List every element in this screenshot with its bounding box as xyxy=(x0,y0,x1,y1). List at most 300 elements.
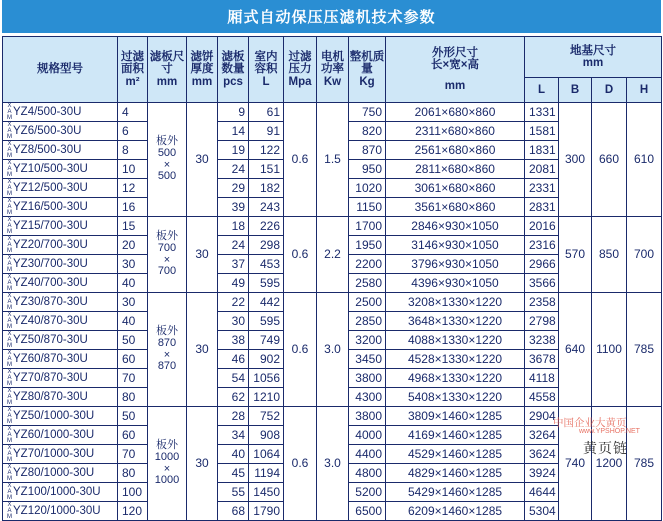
cell-weight: 5200 xyxy=(349,483,386,502)
watermark-text: 中国企业大黄页 xyxy=(553,417,627,429)
model-name: YZ60/870-30U xyxy=(13,353,88,366)
cell-dimensions: 4968×1330×1220 xyxy=(386,369,525,388)
model-prefix-letter: A xyxy=(7,337,12,343)
cell-foundation-L: 1831 xyxy=(525,141,559,160)
model-name: YZ50/1000-30U xyxy=(13,410,95,423)
cell-cake-thickness: 30 xyxy=(187,293,218,407)
cell-dimensions: 2061×680×860 xyxy=(386,103,525,122)
model-prefix-letter: A xyxy=(7,166,12,172)
cell-foundation-B: 740 xyxy=(559,407,592,521)
model-prefix-letter: A xyxy=(7,109,12,115)
cell-foundation-L: 1331 xyxy=(525,103,559,122)
model-prefix-letter: X xyxy=(7,483,12,489)
cell-filter-area: 80 xyxy=(118,388,148,407)
model-prefix-letter: M xyxy=(7,381,12,387)
cell-plate-count: 18 xyxy=(218,217,249,236)
cell-chamber-volume: 182 xyxy=(249,179,284,198)
plate-size-line: 500 xyxy=(157,146,177,159)
model-prefix-letter: A xyxy=(7,128,12,134)
cell-weight: 4800 xyxy=(349,464,386,483)
model-prefix-letter: X xyxy=(7,445,12,451)
cell-weight: 750 xyxy=(349,103,386,122)
cell-plate-count: 22 xyxy=(218,293,249,312)
model-prefix-letter: A xyxy=(7,432,12,438)
cell-dimensions: 2311×680×860 xyxy=(386,122,525,141)
cell-weight: 1150 xyxy=(349,198,386,217)
plate-size-line: 1000 xyxy=(154,450,180,463)
cell-plate-size xyxy=(148,293,187,407)
cell-model xyxy=(3,426,118,445)
cell-motor-power: 2.2 xyxy=(317,217,349,293)
cell-foundation-L: 3678 xyxy=(525,350,559,369)
model-prefix-letter: A xyxy=(7,280,12,286)
model-prefix xyxy=(6,141,13,159)
model-prefix-letter: A xyxy=(7,185,12,191)
cell-foundation-D: 1100 xyxy=(592,293,627,407)
model-prefix-letter: X xyxy=(7,198,12,204)
cell-chamber-volume: 1194 xyxy=(249,464,284,483)
cell-plate-count: 55 xyxy=(218,483,249,502)
plate-size-line: × xyxy=(163,253,171,266)
cell-foundation-L: 2358 xyxy=(525,293,559,312)
cell-foundation-B: 640 xyxy=(559,293,592,407)
plate-size-line: 板外 xyxy=(156,439,178,452)
model-prefix-letter: M xyxy=(7,438,12,444)
cell-chamber-volume: 243 xyxy=(249,198,284,217)
model-prefix-letter: M xyxy=(7,324,12,330)
cell-plate-count: 9 xyxy=(218,103,249,122)
model-name: YZ100/1000-30U xyxy=(13,486,101,499)
cell-motor-power: 3.0 xyxy=(317,293,349,407)
model-prefix-letter: M xyxy=(7,286,12,292)
cell-chamber-volume: 749 xyxy=(249,331,284,350)
cell-filter-area: 15 xyxy=(118,217,148,236)
plate-size-line: 1000 xyxy=(154,474,180,487)
cell-filter-area: 16 xyxy=(118,198,148,217)
header-weight: 整机质量 Kg xyxy=(349,37,386,103)
model-prefix xyxy=(6,160,13,178)
cell-chamber-volume: 122 xyxy=(249,141,284,160)
cell-filter-area: 40 xyxy=(118,274,148,293)
model-prefix xyxy=(6,369,13,387)
model-prefix xyxy=(6,426,13,444)
cell-filter-pressure: 0.6 xyxy=(284,217,317,293)
model-prefix-letter: X xyxy=(7,369,12,375)
cell-foundation-L: 2081 xyxy=(525,160,559,179)
cell-filter-pressure: 0.6 xyxy=(284,103,317,217)
cell-chamber-volume: 61 xyxy=(249,103,284,122)
cell-plate-count: 24 xyxy=(218,160,249,179)
cell-cake-thickness: 30 xyxy=(187,217,218,293)
cell-plate-count: 28 xyxy=(218,407,249,426)
cell-weight: 2850 xyxy=(349,312,386,331)
cell-foundation-L: 3264 xyxy=(525,426,559,445)
cell-model xyxy=(3,160,118,179)
model-prefix-letter: X xyxy=(7,122,12,128)
cell-filter-area: 30 xyxy=(118,255,148,274)
cell-plate-size xyxy=(148,103,187,217)
cell-dimensions: 3796×930×1050 xyxy=(386,255,525,274)
cell-motor-power: 1.5 xyxy=(317,103,349,217)
cell-foundation-D: 1200 xyxy=(592,407,627,521)
model-prefix-letter: X xyxy=(7,331,12,337)
cell-chamber-volume: 595 xyxy=(249,274,284,293)
header-chamber-volume: 室内容积 L xyxy=(249,37,284,103)
model-prefix-letter: M xyxy=(7,115,12,121)
model-prefix-letter: M xyxy=(7,514,12,520)
model-name: YZ80/1000-30U xyxy=(13,467,95,480)
cell-filter-area: 50 xyxy=(118,331,148,350)
model-prefix-letter: X xyxy=(7,350,12,356)
model-prefix-letter: A xyxy=(7,223,12,229)
cell-filter-area: 60 xyxy=(118,426,148,445)
model-prefix-letter: X xyxy=(7,236,12,242)
cell-weight: 2580 xyxy=(349,274,386,293)
model-prefix-letter: X xyxy=(7,274,12,280)
cell-model xyxy=(3,331,118,350)
cell-plate-count: 54 xyxy=(218,369,249,388)
header-filter-area: 过滤面积 m² xyxy=(118,37,148,103)
model-name: YZ80/870-30U xyxy=(13,391,88,404)
cell-foundation-L: 5304 xyxy=(525,502,559,521)
cell-model xyxy=(3,369,118,388)
cell-plate-count: 39 xyxy=(218,198,249,217)
model-prefix-letter: X xyxy=(7,255,12,261)
model-prefix-letter: M xyxy=(7,229,12,235)
cell-foundation-D: 850 xyxy=(592,217,627,293)
cell-weight: 3200 xyxy=(349,331,386,350)
cell-foundation-H: 700 xyxy=(627,217,662,293)
cell-weight: 6500 xyxy=(349,502,386,521)
model-prefix-letter: X xyxy=(7,426,12,432)
cell-model xyxy=(3,483,118,502)
cell-foundation-D: 660 xyxy=(592,103,627,217)
cell-foundation-L: 2798 xyxy=(525,312,559,331)
cell-plate-count: 14 xyxy=(218,122,249,141)
model-prefix-letter: A xyxy=(7,147,12,153)
model-name: YZ70/870-30U xyxy=(13,372,88,385)
model-prefix xyxy=(6,274,13,292)
model-prefix-letter: A xyxy=(7,299,12,305)
model-name: YZ70/1000-30U xyxy=(13,448,95,461)
model-prefix-letter: X xyxy=(7,293,12,299)
plate-size-line: × xyxy=(163,462,171,475)
cell-dimensions: 4396×930×1050 xyxy=(386,274,525,293)
cell-dimensions: 5429×1460×1285 xyxy=(386,483,525,502)
cell-plate-count: 30 xyxy=(218,312,249,331)
cell-foundation-L: 4644 xyxy=(525,483,559,502)
model-name: YZ40/870-30U xyxy=(13,315,88,328)
cell-filter-area: 4 xyxy=(118,103,148,122)
model-prefix-letter: M xyxy=(7,419,12,425)
watermark-url: www.YPSHOP.NET xyxy=(579,428,640,435)
cell-dimensions: 2561×680×860 xyxy=(386,141,525,160)
cell-chamber-volume: 902 xyxy=(249,350,284,369)
cell-plate-count: 46 xyxy=(218,350,249,369)
cell-foundation-B: 300 xyxy=(559,103,592,217)
model-prefix xyxy=(6,350,13,368)
cell-chamber-volume: 151 xyxy=(249,160,284,179)
cell-model xyxy=(3,293,118,312)
cell-chamber-volume: 91 xyxy=(249,122,284,141)
cell-model xyxy=(3,350,118,369)
cell-filter-area: 120 xyxy=(118,502,148,521)
cell-plate-size xyxy=(148,407,187,521)
cell-chamber-volume: 442 xyxy=(249,293,284,312)
model-prefix xyxy=(6,464,13,482)
cell-plate-count: 37 xyxy=(218,255,249,274)
model-prefix-letter: X xyxy=(7,141,12,147)
model-prefix-letter: M xyxy=(7,172,12,178)
cell-plate-count: 45 xyxy=(218,464,249,483)
model-prefix xyxy=(6,179,13,197)
cell-model xyxy=(3,312,118,331)
model-prefix-letter: M xyxy=(7,248,12,254)
cell-chamber-volume: 1064 xyxy=(249,445,284,464)
model-name: YZ30/870-30U xyxy=(13,296,88,309)
cell-chamber-volume: 453 xyxy=(249,255,284,274)
model-prefix-letter: X xyxy=(7,312,12,318)
model-prefix xyxy=(6,255,13,273)
cell-chamber-volume: 752 xyxy=(249,407,284,426)
plate-size-line: 870 xyxy=(157,360,177,373)
cell-foundation-L: 1581 xyxy=(525,122,559,141)
cell-plate-count: 34 xyxy=(218,426,249,445)
cell-foundation-B: 570 xyxy=(559,217,592,293)
cell-foundation-L: 3624 xyxy=(525,445,559,464)
cell-model xyxy=(3,198,118,217)
model-name: YZ8/500-30U xyxy=(13,144,82,157)
cell-weight: 1950 xyxy=(349,236,386,255)
model-prefix xyxy=(6,198,13,216)
cell-filter-area: 30 xyxy=(118,293,148,312)
cell-plate-count: 29 xyxy=(218,179,249,198)
model-prefix-letter: X xyxy=(7,179,12,185)
cell-filter-area: 50 xyxy=(118,407,148,426)
cell-foundation-L: 4558 xyxy=(525,388,559,407)
header-L: L xyxy=(525,78,559,103)
model-prefix-letter: M xyxy=(7,134,12,140)
cell-cake-thickness: 30 xyxy=(187,407,218,521)
cell-weight: 3800 xyxy=(349,369,386,388)
cell-foundation-H: 785 xyxy=(627,293,662,407)
cell-model xyxy=(3,217,118,236)
cell-dimensions: 3208×1330×1220 xyxy=(386,293,525,312)
model-prefix xyxy=(6,331,13,349)
model-prefix xyxy=(6,236,13,254)
model-prefix xyxy=(6,388,13,406)
model-prefix xyxy=(6,483,13,501)
model-prefix-letter: A xyxy=(7,451,12,457)
cell-foundation-L: 2316 xyxy=(525,236,559,255)
cell-model xyxy=(3,179,118,198)
model-prefix-letter: M xyxy=(7,495,12,501)
cell-dimensions: 3648×1330×1220 xyxy=(386,312,525,331)
cell-weight: 3450 xyxy=(349,350,386,369)
header-plate-count: 滤板数量 pcs xyxy=(218,37,249,103)
model-name: YZ4/500-30U xyxy=(13,106,82,119)
model-prefix xyxy=(6,445,13,463)
cell-foundation-L: 2016 xyxy=(525,217,559,236)
model-name: YZ10/500-30U xyxy=(13,163,88,176)
model-prefix-letter: A xyxy=(7,489,12,495)
header-foundation: 地基尺寸 mm xyxy=(525,37,662,78)
model-prefix-letter: M xyxy=(7,191,12,197)
plate-size-line: × xyxy=(163,158,171,171)
model-prefix-letter: X xyxy=(7,502,12,508)
model-prefix xyxy=(6,217,13,235)
model-prefix-letter: M xyxy=(7,343,12,349)
model-prefix-letter: M xyxy=(7,153,12,159)
model-prefix-letter: A xyxy=(7,261,12,267)
model-prefix-letter: A xyxy=(7,394,12,400)
header-dimensions: 外形尺寸 长×宽×高 mm xyxy=(386,37,525,103)
cell-model xyxy=(3,236,118,255)
model-name: YZ50/870-30U xyxy=(13,334,88,347)
cell-weight: 870 xyxy=(349,141,386,160)
model-prefix xyxy=(6,293,13,311)
model-prefix xyxy=(6,312,13,330)
table-title: 厢式自动保压压滤机技术参数 xyxy=(2,0,661,33)
plate-size-line: 870 xyxy=(157,336,177,349)
cell-filter-area: 10 xyxy=(118,160,148,179)
model-prefix-letter: A xyxy=(7,204,12,210)
cell-model xyxy=(3,141,118,160)
cell-filter-area: 6 xyxy=(118,122,148,141)
cell-filter-area: 70 xyxy=(118,445,148,464)
header-motor-power: 电机功率 Kw xyxy=(317,37,349,103)
cell-dimensions: 2811×680×860 xyxy=(386,160,525,179)
cell-model xyxy=(3,103,118,122)
spec-table xyxy=(2,36,662,521)
plate-size-line: 700 xyxy=(157,241,177,254)
cell-chamber-volume: 1056 xyxy=(249,369,284,388)
model-name: YZ60/1000-30U xyxy=(13,429,95,442)
plate-size-line: 板外 xyxy=(156,325,178,338)
cell-weight: 4400 xyxy=(349,445,386,464)
cell-filter-area: 100 xyxy=(118,483,148,502)
model-name: YZ6/500-30U xyxy=(13,125,82,138)
cell-filter-pressure: 0.6 xyxy=(284,407,317,521)
model-prefix-letter: M xyxy=(7,362,12,368)
cell-weight: 950 xyxy=(349,160,386,179)
cell-chamber-volume: 226 xyxy=(249,217,284,236)
model-prefix-letter: A xyxy=(7,375,12,381)
cell-cake-thickness: 30 xyxy=(187,103,218,217)
model-prefix-letter: X xyxy=(7,464,12,470)
cell-weight: 820 xyxy=(349,122,386,141)
cell-filter-area: 40 xyxy=(118,312,148,331)
cell-dimensions: 2846×930×1050 xyxy=(386,217,525,236)
cell-weight: 2500 xyxy=(349,293,386,312)
cell-dimensions: 4829×1460×1285 xyxy=(386,464,525,483)
cell-foundation-L: 2831 xyxy=(525,198,559,217)
cell-dimensions: 4528×1330×1220 xyxy=(386,350,525,369)
header-model: 规格型号 xyxy=(3,37,118,103)
model-prefix-letter: M xyxy=(7,210,12,216)
spec-table-body xyxy=(3,103,662,521)
cell-chamber-volume: 908 xyxy=(249,426,284,445)
model-prefix xyxy=(6,103,13,121)
model-prefix-letter: A xyxy=(7,356,12,362)
model-prefix xyxy=(6,407,13,425)
cell-chamber-volume: 298 xyxy=(249,236,284,255)
cell-foundation-L: 2904 xyxy=(525,407,559,426)
cell-model xyxy=(3,122,118,141)
cell-model xyxy=(3,502,118,521)
header-D: D xyxy=(592,78,627,103)
cell-foundation-L: 3566 xyxy=(525,274,559,293)
cell-plate-count: 24 xyxy=(218,236,249,255)
cell-weight: 2200 xyxy=(349,255,386,274)
plate-size-line: 板外 xyxy=(156,230,178,243)
cell-weight: 1020 xyxy=(349,179,386,198)
cell-filter-area: 70 xyxy=(118,369,148,388)
model-name: YZ16/500-30U xyxy=(13,201,88,214)
cell-plate-count: 38 xyxy=(218,331,249,350)
model-prefix-letter: M xyxy=(7,267,12,273)
model-name: YZ20/700-30U xyxy=(13,239,88,252)
plate-size-line: 700 xyxy=(157,265,177,278)
cell-weight: 1700 xyxy=(349,217,386,236)
cell-dimensions: 4169×1460×1285 xyxy=(386,426,525,445)
model-prefix-letter: X xyxy=(7,103,12,109)
cell-chamber-volume: 1450 xyxy=(249,483,284,502)
model-prefix-letter: A xyxy=(7,413,12,419)
model-prefix-letter: A xyxy=(7,242,12,248)
model-name: YZ40/700-30U xyxy=(13,277,88,290)
cell-model xyxy=(3,274,118,293)
cell-foundation-L: 3924 xyxy=(525,464,559,483)
cell-filter-pressure: 0.6 xyxy=(284,293,317,407)
header-H: H xyxy=(627,78,662,103)
cell-dimensions: 3561×680×860 xyxy=(386,198,525,217)
cell-model xyxy=(3,388,118,407)
cell-chamber-volume: 595 xyxy=(249,312,284,331)
cell-foundation-L: 2966 xyxy=(525,255,559,274)
cell-model xyxy=(3,407,118,426)
cell-plate-count: 40 xyxy=(218,445,249,464)
plate-size-line: 500 xyxy=(157,170,177,183)
signature-text: 黄页链 xyxy=(583,440,628,456)
cell-filter-area: 60 xyxy=(118,350,148,369)
cell-plate-count: 19 xyxy=(218,141,249,160)
model-name: YZ12/500-30U xyxy=(13,182,88,195)
cell-dimensions: 4529×1460×1285 xyxy=(386,445,525,464)
cell-dimensions: 6209×1460×1285 xyxy=(386,502,525,521)
cell-dimensions: 3146×930×1050 xyxy=(386,236,525,255)
header-B: B xyxy=(559,78,592,103)
model-prefix-letter: A xyxy=(7,318,12,324)
cell-chamber-volume: 1790 xyxy=(249,502,284,521)
cell-dimensions: 4088×1330×1220 xyxy=(386,331,525,350)
plate-size-line: 板外 xyxy=(156,135,178,148)
cell-motor-power: 3.0 xyxy=(317,407,349,521)
cell-dimensions: 3809×1460×1285 xyxy=(386,407,525,426)
cell-filter-area: 80 xyxy=(118,464,148,483)
cell-chamber-volume: 1210 xyxy=(249,388,284,407)
cell-filter-area: 12 xyxy=(118,179,148,198)
table-row xyxy=(3,293,662,312)
model-prefix-letter: X xyxy=(7,160,12,166)
model-prefix-letter: A xyxy=(7,508,12,514)
cell-filter-area: 8 xyxy=(118,141,148,160)
cell-plate-count: 49 xyxy=(218,274,249,293)
cell-foundation-L: 2331 xyxy=(525,179,559,198)
cell-plate-size xyxy=(148,217,187,293)
model-prefix-letter: M xyxy=(7,457,12,463)
cell-weight: 3800 xyxy=(349,407,386,426)
